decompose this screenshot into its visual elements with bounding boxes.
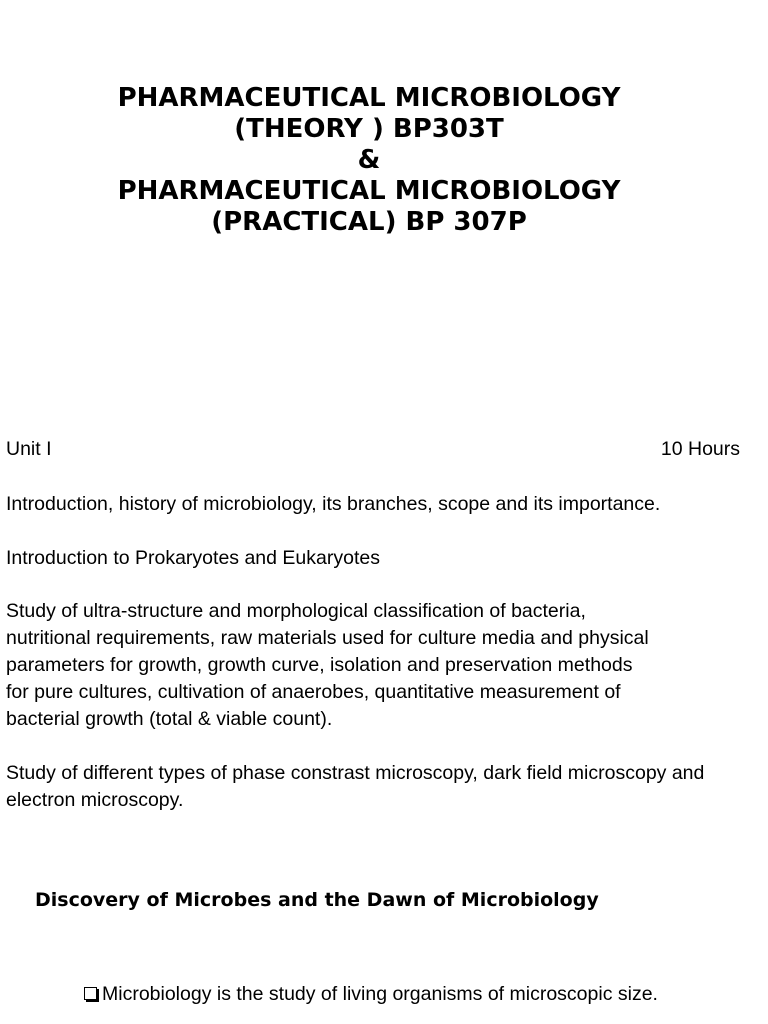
bullet-item xyxy=(84,980,658,1008)
checkbox-icon xyxy=(84,987,97,1000)
unit-label: Unit I xyxy=(6,438,52,460)
title-line: (THEORY ) BP303T xyxy=(234,114,504,144)
section-heading: Discovery of Microbes and the Dawn of Microbiology xyxy=(35,889,599,911)
unit-hours: 10 Hours xyxy=(660,438,740,460)
document-title xyxy=(0,83,738,238)
title-line: PHARMACEUTICAL MICROBIOLOGY xyxy=(117,83,621,113)
paragraph-bacteria-study xyxy=(6,598,649,733)
paragraph-prokaryotes xyxy=(6,545,380,572)
paragraph-line: Introduction, history of microbiology, its branches, scope and its importance. xyxy=(6,493,661,515)
title-line: PHARMACEUTICAL MICROBIOLOGY xyxy=(117,176,621,206)
unit-header xyxy=(6,436,740,463)
paragraph-introduction xyxy=(6,491,660,518)
title-line: (PRACTICAL) BP 307P xyxy=(211,207,527,237)
paragraph-microscopy xyxy=(6,760,704,814)
paragraph-line: Study of different types of phase constrast microscopy, dark field microscopy and xyxy=(6,762,705,784)
paragraph-line: for pure cultures, cultivation of anaerobes, quantitative measurement of xyxy=(6,681,621,703)
paragraph-line: electron microscopy. xyxy=(6,789,184,811)
paragraph-line: nutritional requirements, raw materials used for culture media and physical xyxy=(6,627,649,649)
title-line: & xyxy=(357,145,381,175)
bullet-text: Microbiology is the study of living organisms of microscopic size. xyxy=(102,983,658,1005)
paragraph-line: bacterial growth (total & viable count). xyxy=(6,708,333,730)
paragraph-line: Introduction to Prokaryotes and Eukaryotes xyxy=(6,547,380,569)
paragraph-line: Study of ultra-structure and morphological classification of bacteria, xyxy=(6,600,586,622)
paragraph-line: parameters for growth, growth curve, isolation and preservation methods xyxy=(6,654,633,676)
